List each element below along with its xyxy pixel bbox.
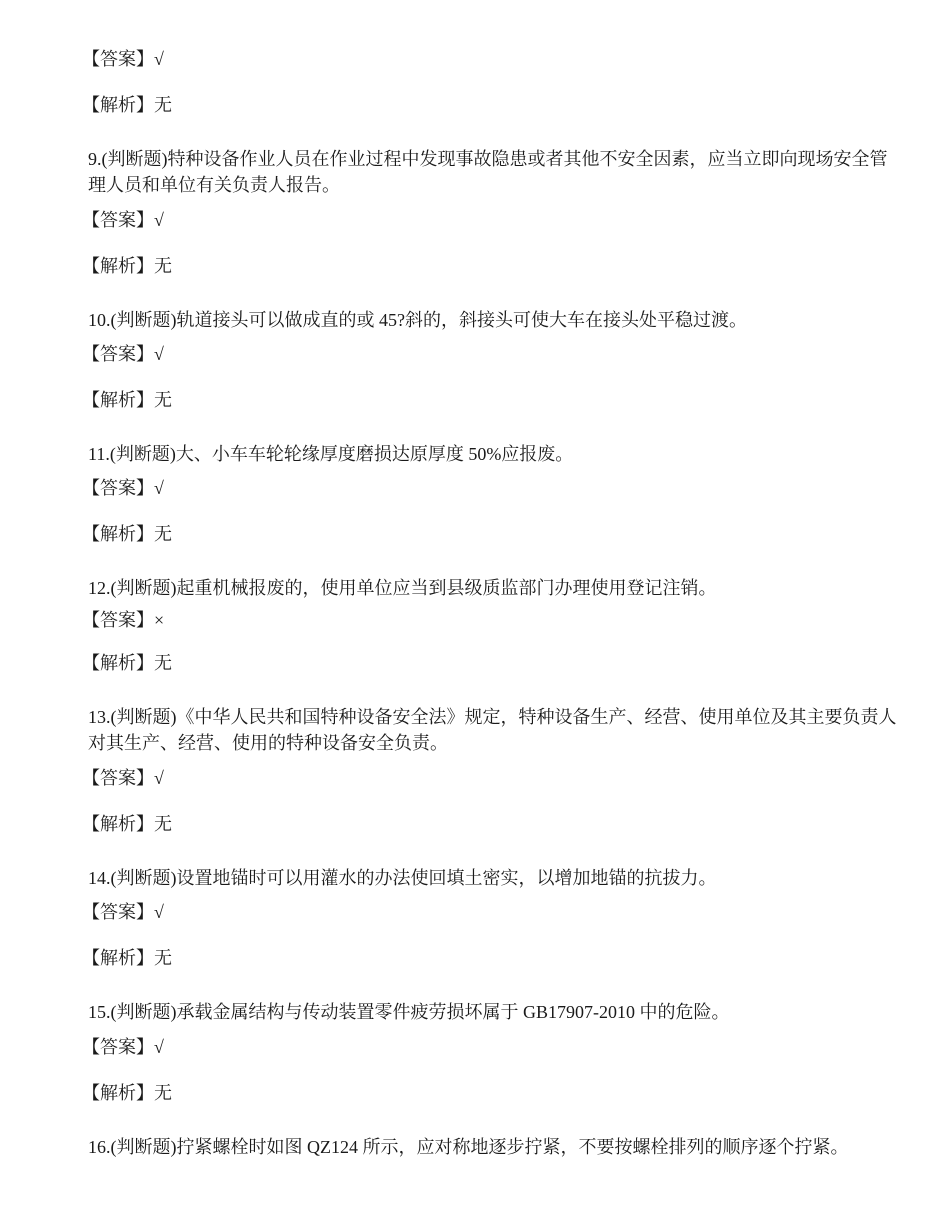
question-text: 14.(判断题)设置地锚时可以用灌水的办法使回填土密实，以增加地锚的抗拔力。 xyxy=(88,868,717,888)
question-text: 15.(判断题)承载金属结构与传动装置零件疲劳损坏属于 GB17907-2010 中的危险。 xyxy=(88,1002,730,1022)
answer-line: 【答案】√ xyxy=(82,344,164,364)
explanation-line: 【解析】无 xyxy=(82,95,172,115)
question-text: 10.(判断题)轨道接头可以做成直的或 45?斜的，斜接头可使大车在接头处平稳过渡。 xyxy=(88,310,747,330)
question-text: 13.(判断题)《中华人民共和国特种设备安全法》规定，特种设备生产、经营、使用单位及其主要负责人对其生产、经营、使用的特种设备安全负责。 xyxy=(88,707,897,753)
explanation-line: 【解析】无 xyxy=(82,814,172,834)
question-text: 12.(判断题)起重机械报废的，使用单位应当到县级质监部门办理使用登记注销。 xyxy=(88,578,717,598)
explanation-line: 【解析】无 xyxy=(82,1083,172,1103)
answer-line: 【答案】√ xyxy=(82,210,164,230)
answer-line: 【答案】√ xyxy=(82,49,164,69)
question-text: 9.(判断题)特种设备作业人员在作业过程中发现事故隐患或者其他不安全因素，应当立即向现场安全管理人员和单位有关负责人报告。 xyxy=(88,149,888,195)
answer-line: 【答案】√ xyxy=(82,902,164,922)
explanation-line: 【解析】无 xyxy=(82,390,172,410)
question-text: 11.(判断题)大、小车车轮轮缘厚度磨损达原厚度 50%应报废。 xyxy=(88,444,574,464)
explanation-line: 【解析】无 xyxy=(82,653,172,673)
answer-line: 【答案】√ xyxy=(82,1037,164,1057)
question-text: 16.(判断题)拧紧螺栓时如图 QZ124 所示，应对称地逐步拧紧，不要按螺栓排列的顺序逐个拧紧。 xyxy=(88,1137,849,1157)
answer-line: 【答案】√ xyxy=(82,478,164,498)
answer-line: 【答案】√ xyxy=(82,768,164,788)
explanation-line: 【解析】无 xyxy=(82,948,172,968)
explanation-line: 【解析】无 xyxy=(82,256,172,276)
answer-line: 【答案】× xyxy=(82,610,165,630)
explanation-line: 【解析】无 xyxy=(82,524,172,544)
